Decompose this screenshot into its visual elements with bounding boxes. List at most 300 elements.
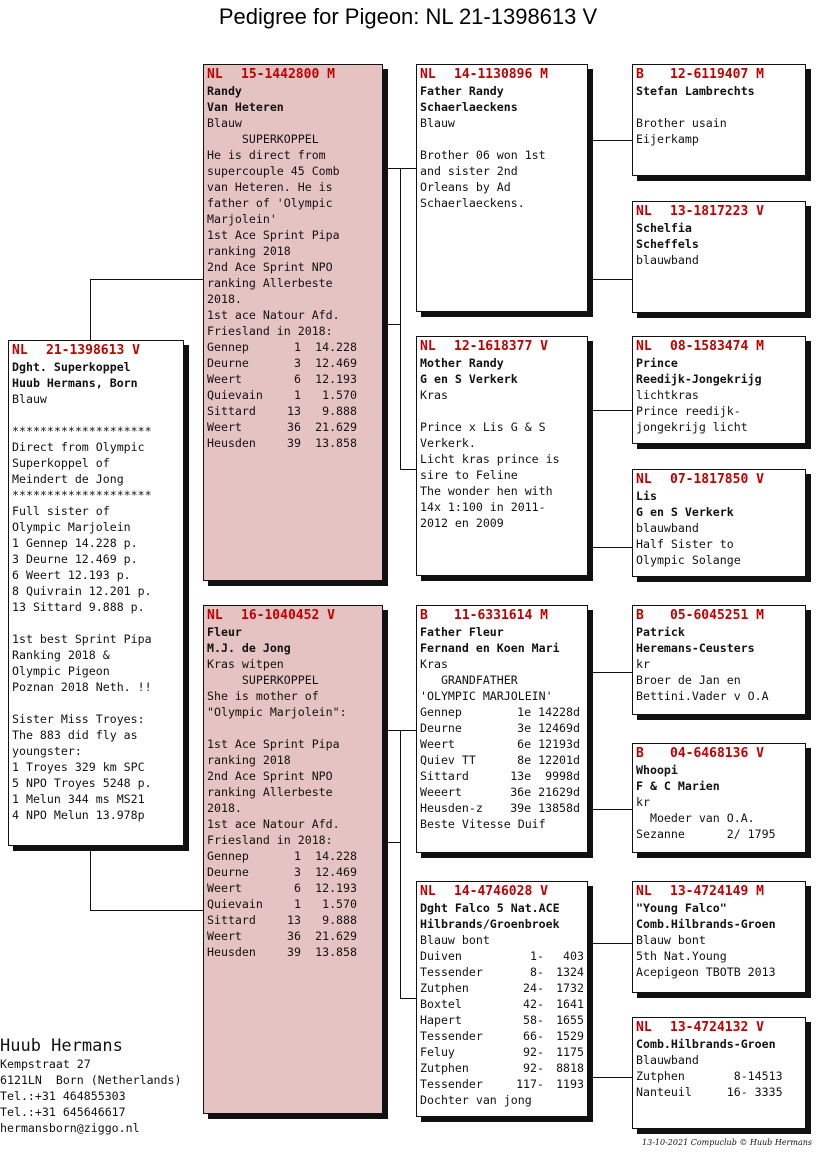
race-result-cell: 92- (523, 1045, 544, 1059)
pigeon-card-father-father (416, 64, 588, 312)
ring-header (420, 339, 584, 355)
info-line: 4 NPO Melun 13.978p (12, 808, 145, 822)
race-result-cell: 13e 9998d (510, 769, 580, 783)
connector-line (588, 140, 589, 279)
country-code: NL (420, 339, 436, 354)
race-result-row (207, 912, 379, 928)
race-result-cell: 1 (294, 849, 301, 863)
country-code: NL (636, 884, 652, 899)
race-result-cell: Quievain (207, 388, 263, 402)
race-result-cell: 12.193 (315, 372, 357, 386)
race-result-cell: Weert (207, 372, 242, 386)
race-result-cell: 1529 (556, 1029, 584, 1043)
info-line: 2nd Ace Sprint NPO (207, 260, 333, 274)
bird-name-line: Huub Hermans, Born (12, 376, 138, 390)
ring-number: 15-1442800 M (241, 67, 335, 82)
race-result-cell: Gennep (420, 705, 462, 719)
race-result-row (207, 419, 379, 435)
pigeon-card-fmm (632, 469, 806, 577)
info-line: Kras (420, 388, 448, 402)
footer-note: 13-10-2021 Compuclub © Huub Hermans (642, 1138, 812, 1147)
race-result-cell: 9.888 (322, 404, 357, 418)
info-line: Half Sister to (636, 537, 734, 551)
race-result-cell: Duiven (420, 949, 462, 963)
pigeon-card-fmf (632, 336, 806, 444)
info-line (420, 403, 584, 419)
race-result-cell: Boxtel (420, 997, 462, 1011)
ring-number: 14-1130896 M (454, 67, 548, 82)
ring-header (636, 339, 802, 355)
race-result-cell: 13.858 (315, 436, 357, 450)
info-line: ******************** (12, 488, 152, 502)
info-line: The wonder hen with (420, 484, 553, 498)
info-line: Superkoppel of (12, 456, 110, 470)
ring-header (636, 608, 802, 624)
info-line: 13 Sittard 9.888 p. (12, 600, 145, 614)
race-result-cell: Hapert (420, 1013, 462, 1027)
race-result-cell: 92- (523, 1061, 544, 1075)
connector-line (400, 168, 401, 469)
info-line (207, 720, 379, 736)
pigeon-card-ffm (632, 201, 806, 313)
race-result-cell: 403 (563, 949, 584, 963)
race-result-cell: 13 (287, 913, 301, 927)
bird-name-line: Whoopi (636, 763, 678, 777)
bird-name-line: Father Fleur (420, 625, 504, 639)
ring-header (636, 1020, 802, 1036)
race-result-row (420, 704, 584, 720)
race-result-row (420, 948, 584, 964)
info-line: Licht kras prince is (420, 452, 560, 466)
ring-number: 07-1817850 V (670, 472, 764, 487)
race-result-cell: 14.228 (315, 340, 357, 354)
info-line: Kras (420, 657, 448, 671)
info-line: Nanteuil 16- 3335 (636, 1085, 783, 1099)
pigeon-card-subject (8, 340, 184, 846)
connector-line (588, 809, 633, 810)
race-result-cell: 36 (287, 420, 301, 434)
info-line: 2018. (207, 801, 242, 815)
ring-number: 13-4724132 V (670, 1020, 764, 1035)
info-line: 1st best Sprint Pipa (12, 632, 152, 646)
info-line: Blauw (12, 392, 47, 406)
connector-line (588, 672, 633, 673)
ring-number: 05-6045251 M (670, 608, 764, 623)
race-result-cell: 13 (287, 404, 301, 418)
country-code: NL (207, 67, 223, 82)
race-result-cell: 1- (530, 949, 544, 963)
info-line: 2012 en 2009 (420, 516, 504, 530)
race-result-cell: 39e 13858d (510, 801, 580, 815)
info-line: lichtkras (636, 388, 699, 402)
info-line: Orleans by Ad (420, 180, 511, 194)
race-result-row (420, 752, 584, 768)
info-line: Friesland in 2018: (207, 324, 333, 338)
info-line: Acepigeon TBOTB 2013 (636, 965, 776, 979)
race-result-cell: 8e 12201d (517, 753, 580, 767)
connector-line (383, 324, 400, 325)
country-code: NL (636, 339, 652, 354)
race-result-cell: 3e 12469d (517, 721, 580, 735)
race-result-row (420, 964, 584, 980)
ring-header (420, 67, 584, 83)
race-result-row (207, 387, 379, 403)
info-line: father of 'Olympic (207, 196, 333, 210)
info-line: Beste Vitesse Duif (420, 817, 546, 831)
connector-line (400, 730, 401, 998)
country-code: NL (207, 608, 223, 623)
race-result-row (207, 435, 379, 451)
info-line: 8 Quivrain 12.201 p. (12, 584, 152, 598)
info-line: sire to Feline (420, 468, 518, 482)
connector-line (588, 672, 589, 809)
race-result-cell: Sittard (207, 404, 256, 418)
ring-number: 16-1040452 V (241, 608, 335, 623)
connector-line (588, 943, 589, 1077)
race-result-row (207, 403, 379, 419)
race-result-cell: Tessender (420, 1077, 483, 1091)
info-line: Blauw (207, 116, 242, 130)
pigeon-card-fff (632, 64, 806, 176)
info-line: Brother usain (636, 116, 727, 130)
race-result-row (420, 980, 584, 996)
info-line: 5 NPO Troyes 5248 p. (12, 776, 152, 790)
info-line: ranking 2018 (207, 244, 291, 258)
race-result-cell: 6 (294, 372, 301, 386)
connector-line (400, 469, 417, 470)
info-line: kr (636, 795, 650, 809)
info-line: blauwband (636, 521, 699, 535)
info-line: Verkerk. (420, 436, 476, 450)
ring-number: 21-1398613 V (46, 343, 140, 358)
bird-name-line: Fernand en Koen Mari (420, 641, 560, 655)
race-result-cell: 12.469 (315, 865, 357, 879)
race-result-row (207, 944, 379, 960)
country-code: B (636, 67, 644, 82)
info-line: Prince reedijk- (636, 404, 741, 418)
info-line: The 883 did fly as (12, 728, 138, 742)
breeder-mobile: Tel.:+31 645646617 (0, 1105, 126, 1119)
race-result-cell: Quievain (207, 897, 263, 911)
pigeon-card-mother-father (416, 605, 588, 853)
race-result-cell: 66- (523, 1029, 544, 1043)
info-line: and sister 2nd (420, 164, 518, 178)
connector-line (90, 279, 203, 280)
country-code: B (636, 608, 644, 623)
bird-name-line: Van Heteren (207, 100, 284, 114)
country-code: B (636, 746, 644, 761)
race-result-cell: Weert (207, 929, 242, 943)
bird-name-line: Hilbrands/Groenbroek (420, 917, 560, 931)
race-result-cell: Deurne (420, 721, 462, 735)
info-line: Blauw bont (636, 933, 706, 947)
info-line: Schaerlaeckens. (420, 196, 525, 210)
connector-line (588, 943, 633, 944)
race-result-cell: 1175 (556, 1045, 584, 1059)
race-result-cell: Weert (207, 881, 242, 895)
info-line: supercouple 45 Comb (207, 164, 340, 178)
info-line (636, 99, 802, 115)
race-result-cell: 36e 21629d (510, 785, 580, 799)
bird-name-line: Stefan Lambrechts (636, 84, 755, 98)
race-result-row (207, 848, 379, 864)
pigeon-card-father-mother (416, 336, 588, 576)
race-result-row (420, 768, 584, 784)
info-line: Ranking 2018 & (12, 648, 110, 662)
info-line: Brother 06 won 1st (420, 148, 546, 162)
connector-line (588, 279, 633, 280)
ring-header (420, 608, 584, 624)
bird-name-line: F & C Marien (636, 779, 720, 793)
race-result-cell: Deurne (207, 865, 249, 879)
info-line: Full sister of (12, 504, 110, 518)
race-result-cell: Tessender (420, 965, 483, 979)
info-line: 1st ace Natour Afd. (207, 817, 340, 831)
race-result-cell: Sittard (420, 769, 469, 783)
race-result-row (420, 996, 584, 1012)
race-result-cell: 14.228 (315, 849, 357, 863)
race-result-cell: 42- (523, 997, 544, 1011)
info-line: Zutphen 8-14513 (636, 1069, 783, 1083)
info-line: 1 Troyes 329 km SPC (12, 760, 145, 774)
bird-name-line: Heremans-Ceusters (636, 641, 755, 655)
race-result-cell: 1193 (556, 1077, 584, 1091)
race-result-row (207, 355, 379, 371)
connector-line (588, 410, 633, 411)
info-line: jongekrijg licht (636, 420, 748, 434)
pigeon-card-father (203, 64, 383, 581)
ring-header (207, 67, 379, 83)
info-line: Sezanne 2/ 1795 (636, 827, 776, 841)
race-result-cell: Gennep (207, 849, 249, 863)
race-result-row (207, 371, 379, 387)
bird-name-line: Mother Randy (420, 356, 504, 370)
info-line: 1 Gennep 14.228 p. (12, 536, 138, 550)
info-line: ranking 2018 (207, 753, 291, 767)
bird-name-line: Randy (207, 84, 242, 98)
bird-name-line: Dght. Superkoppel (12, 360, 131, 374)
bird-name-line: Comb.Hilbrands-Groen (636, 1037, 776, 1051)
bird-name-line: Schelfia (636, 221, 692, 235)
race-result-cell: 12.469 (315, 356, 357, 370)
ring-number: 13-1817223 V (670, 204, 764, 219)
info-line (12, 615, 180, 631)
info-line: Poznan 2018 Neth. !! (12, 680, 152, 694)
race-result-cell: Zutphen (420, 1061, 469, 1075)
race-result-cell: 21.629 (315, 929, 357, 943)
race-result-cell: 117- (516, 1077, 544, 1091)
race-result-cell: Tessender (420, 1029, 483, 1043)
info-line: Blauw (420, 116, 455, 130)
info-line (12, 695, 180, 711)
race-result-row (420, 1060, 584, 1076)
race-result-cell: Quiev TT (420, 753, 476, 767)
info-line: 6 Weert 12.193 p. (12, 568, 131, 582)
pigeon-card-mmf (632, 881, 806, 993)
info-line: SUPERKOPPEL (207, 132, 319, 146)
info-line: youngster: (12, 744, 82, 758)
country-code: NL (636, 1020, 652, 1035)
bird-name-line: Dght Falco 5 Nat.ACE (420, 901, 560, 915)
race-result-cell: 1.570 (322, 897, 357, 911)
info-line: Direct from Olympic (12, 440, 145, 454)
pigeon-card-mff (632, 605, 806, 715)
info-line: Bettini.Vader v O.A (636, 689, 769, 703)
race-result-cell: 36 (287, 929, 301, 943)
ring-header (636, 472, 802, 488)
race-result-cell: 24- (523, 981, 544, 995)
race-result-cell: 58- (523, 1013, 544, 1027)
race-result-cell: 6e 12193d (517, 737, 580, 751)
race-result-row (420, 800, 584, 816)
connector-line (383, 842, 400, 843)
breeder-info (0, 1036, 200, 1136)
info-line: ranking Allerbeste (207, 785, 333, 799)
country-code: B (420, 608, 428, 623)
info-line: Meindert de Jong (12, 472, 124, 486)
race-result-row (207, 880, 379, 896)
info-line: Prince x Lis G & S (420, 420, 546, 434)
ring-number: 13-4724149 M (670, 884, 764, 899)
breeder-name: Huub Hermans (0, 1036, 123, 1056)
bird-name-line: Patrick (636, 625, 685, 639)
info-line: "Olympic Marjolein": (207, 705, 347, 719)
race-result-cell: Heusden (207, 436, 256, 450)
connector-line (588, 410, 589, 547)
race-result-cell: Zutphen (420, 981, 469, 995)
info-line: 2018. (207, 292, 242, 306)
info-line: Moeder van O.A. (636, 811, 755, 825)
info-line: 'OLYMPIC MARJOLEIN' (420, 689, 553, 703)
race-result-row (420, 784, 584, 800)
country-code: NL (636, 204, 652, 219)
race-result-cell: Gennep (207, 340, 249, 354)
info-line: He is direct from (207, 148, 326, 162)
info-line: Blauwband (636, 1053, 699, 1067)
breeder-email[interactable]: hermansborn@ziggo.nl (0, 1121, 140, 1135)
info-line: 2nd Ace Sprint NPO (207, 769, 333, 783)
info-line: Eijerkamp (636, 132, 699, 146)
pigeon-card-mfm (632, 743, 806, 853)
race-result-row (420, 1028, 584, 1044)
ring-number: 12-6119407 M (670, 67, 764, 82)
ring-header (636, 67, 802, 83)
info-line: Blauw bont (420, 933, 490, 947)
race-result-cell: 8818 (556, 1061, 584, 1075)
bird-name-line: Prince (636, 356, 678, 370)
ring-header (12, 343, 180, 359)
bird-name-line: Reedijk-Jongekrijg (636, 372, 762, 386)
bird-name-line: Scheffels (636, 237, 699, 251)
connector-line (90, 845, 91, 910)
info-line (420, 131, 584, 147)
country-code: NL (12, 343, 28, 358)
race-result-row (207, 864, 379, 880)
info-line: van Heteren. He is (207, 180, 333, 194)
race-result-row (420, 1044, 584, 1060)
race-result-row (207, 339, 379, 355)
ring-header (420, 884, 584, 900)
info-line: 3 Deurne 12.469 p. (12, 552, 138, 566)
connector-line (588, 140, 633, 141)
info-line: Olympic Pigeon (12, 664, 110, 678)
race-result-row (420, 1076, 584, 1092)
race-result-cell: 39 (287, 945, 301, 959)
race-result-cell: 1.570 (322, 388, 357, 402)
info-line: Broer de Jan en (636, 673, 741, 687)
race-result-cell: 1655 (556, 1013, 584, 1027)
race-result-cell: 3 (294, 865, 301, 879)
race-result-cell: 1641 (556, 997, 584, 1011)
race-result-cell: Heusden-z (420, 801, 483, 815)
info-line: ******************** (12, 424, 152, 438)
race-result-cell: Deurne (207, 356, 249, 370)
race-result-cell: Sittard (207, 913, 256, 927)
race-result-cell: 9.888 (322, 913, 357, 927)
race-result-cell: Feluy (420, 1045, 455, 1059)
connector-line (588, 547, 633, 548)
info-line: ranking Allerbeste (207, 276, 333, 290)
ring-header (207, 608, 379, 624)
race-result-cell: 13.858 (315, 945, 357, 959)
bird-name-line: "Young Falco" (636, 901, 727, 915)
race-result-cell: 12.193 (315, 881, 357, 895)
ring-number: 11-6331614 M (454, 608, 548, 623)
race-result-cell: Weert (207, 420, 242, 434)
ring-number: 12-1618377 V (454, 339, 548, 354)
info-line: 1st ace Natour Afd. (207, 308, 340, 322)
ring-number: 04-6468136 V (670, 746, 764, 761)
info-line: 1st Ace Sprint Pipa (207, 737, 340, 751)
race-result-cell: 3 (294, 356, 301, 370)
race-result-cell: Weeert (420, 785, 462, 799)
race-result-cell: Heusden (207, 945, 256, 959)
info-line: blauwband (636, 253, 699, 267)
info-line: Olympic Solange (636, 553, 741, 567)
ring-header (636, 746, 802, 762)
country-code: NL (636, 472, 652, 487)
breeder-address: Kempstraat 27 (0, 1057, 91, 1071)
race-result-row (207, 928, 379, 944)
ring-number: 14-4746028 V (454, 884, 548, 899)
info-line: Sister Miss Troyes: (12, 712, 145, 726)
race-result-cell: 1 (294, 388, 301, 402)
info-line: 1st Ace Sprint Pipa (207, 228, 340, 242)
country-code: NL (420, 67, 436, 82)
race-result-cell: 8- (530, 965, 544, 979)
race-result-row (207, 896, 379, 912)
race-result-cell: 1 (294, 340, 301, 354)
pigeon-card-mother (203, 605, 383, 1114)
info-line: SUPERKOPPEL (207, 673, 319, 687)
race-result-cell: 6 (294, 881, 301, 895)
info-line: 5th Nat.Young (636, 949, 727, 963)
bird-name-line: Father Randy (420, 84, 504, 98)
race-result-cell: 39 (287, 436, 301, 450)
bird-name-line: Schaerlaeckens (420, 100, 518, 114)
bird-name-line: Fleur (207, 625, 242, 639)
race-result-cell: 1 (294, 897, 301, 911)
info-line: GRANDFATHER (420, 673, 518, 687)
race-result-cell: 1324 (556, 965, 584, 979)
pigeon-card-mmm (632, 1017, 806, 1129)
bird-name-line: M.J. de Jong (207, 641, 291, 655)
bird-name-line: Lis (636, 489, 657, 503)
breeder-phone: Tel.:+31 464855303 (0, 1089, 126, 1103)
info-line (12, 407, 180, 423)
bird-name-line: G en S Verkerk (636, 505, 734, 519)
race-result-cell: Weert (420, 737, 455, 751)
